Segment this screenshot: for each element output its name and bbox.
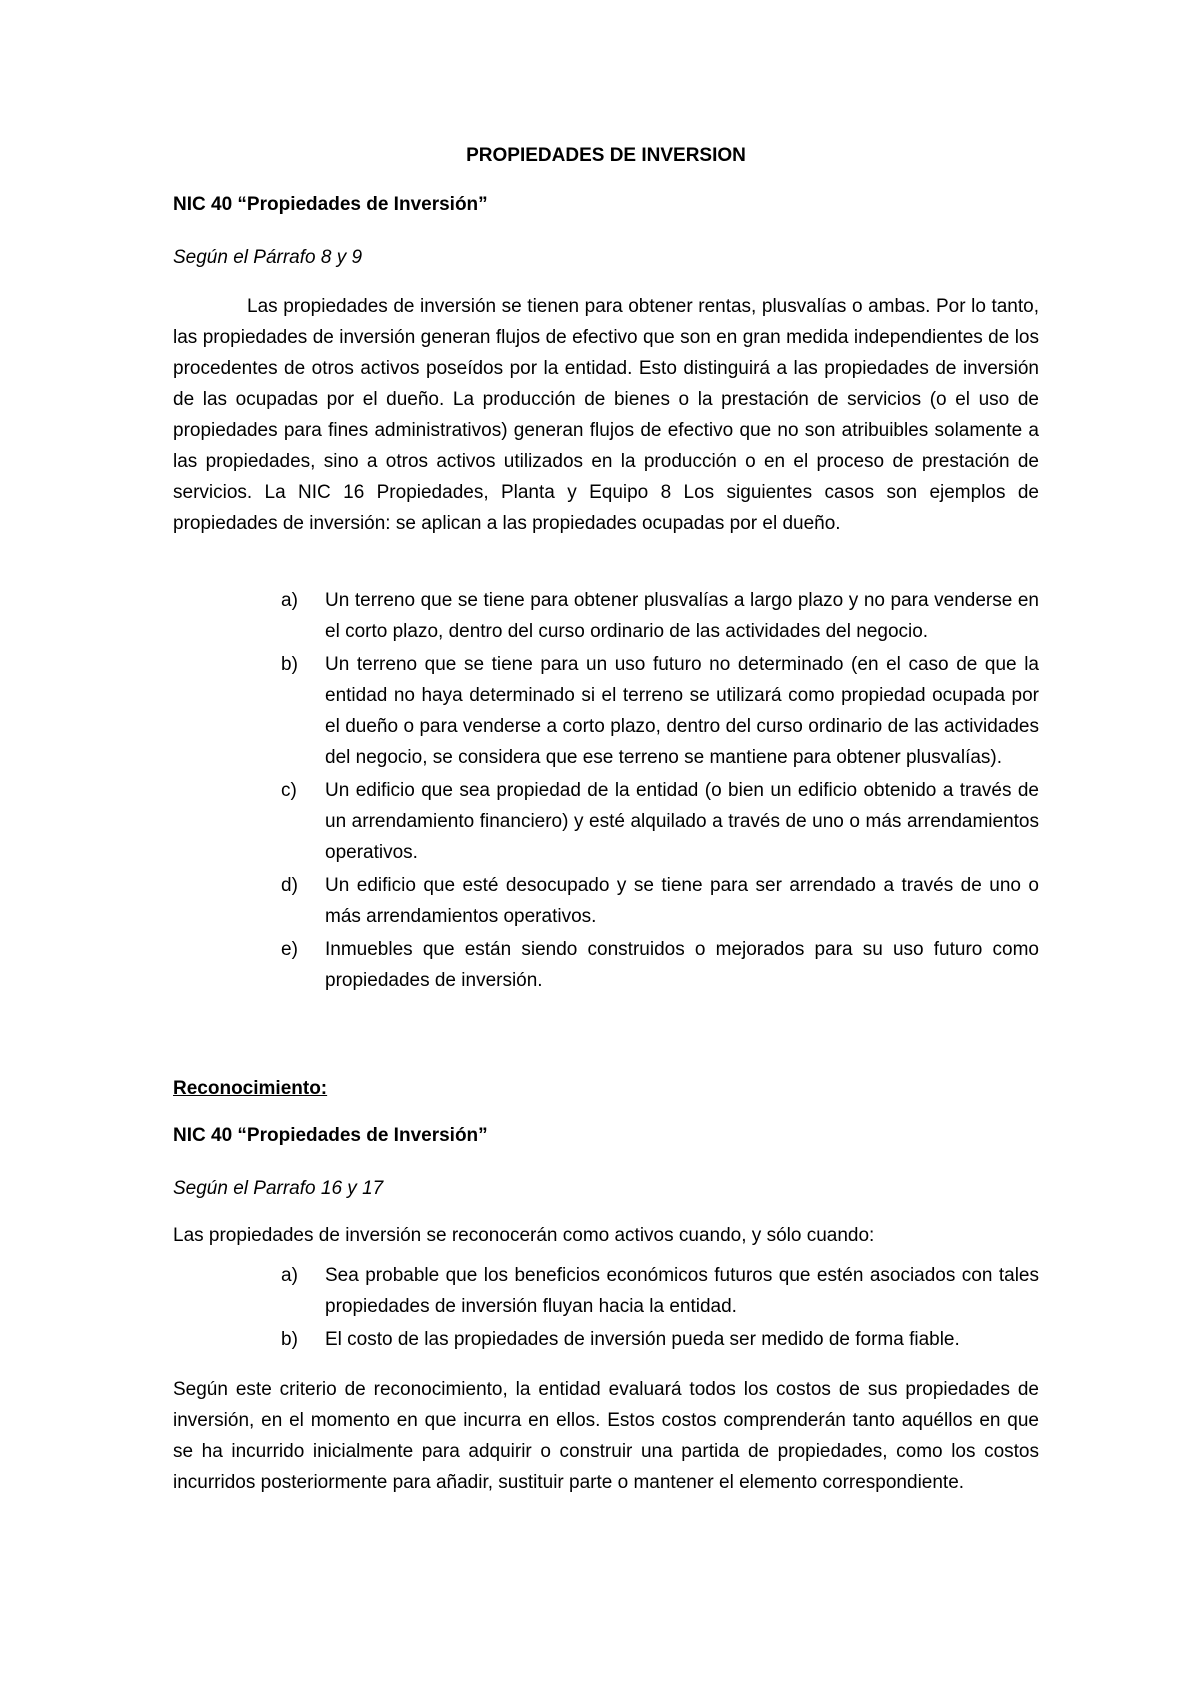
list-item-text: El costo de las propiedades de inversión pueda ser medido de forma fiable. <box>325 1329 960 1350</box>
section1-heading: NIC 40 “Propiedades de Inversión” <box>173 194 488 215</box>
list-item <box>281 1324 1039 1355</box>
list-item <box>281 585 1039 647</box>
list-item-text: Sea probable que los beneficios económicos futuros que estén asociados con tales propiedades de inversión fluyan hacia la entidad. <box>325 1265 1039 1317</box>
list-marker: b) <box>281 1329 298 1350</box>
section1-subheading: Según el Párrafo 8 y 9 <box>173 247 363 268</box>
list-item <box>281 775 1039 868</box>
list-item <box>281 870 1039 932</box>
section1-paragraph: Las propiedades de inversión se tienen para obtener rentas, plusvalías o ambas. Por lo tanto, las propiedades de inversión generan flujos de efectivo que son en gran medida independientes de los procedentes de otros activos poseídos por la entidad. Esto distinguirá a las propiedades de inversión de las ocupadas por el dueño. La producción de bienes o la prestación de servicios (o el uso de propiedades para fines administrativos) generan flujos de efectivo que no son atribuibles solamente a las propiedades, sino a otros activos utilizados en la producción o en el proceso de prestación de servicios. La NIC 16 Propiedades, Planta y Equipo 8 Los siguientes casos son ejemplos de propiedades de inversión: se aplican a las propiedades ocupadas por el dueño. <box>173 296 1039 534</box>
page-title: PROPIEDADES DE INVERSION <box>466 145 746 166</box>
list-item-text: Un edificio que esté desocupado y se tiene para ser arrendado a través de uno o más arrendamientos operativos. <box>325 875 1039 927</box>
section2-intro: Las propiedades de inversión se reconocerán como activos cuando, y sólo cuando: <box>173 1225 875 1246</box>
list-marker: a) <box>281 590 298 611</box>
section2-subheading: Según el Parrafo 16 y 17 <box>173 1178 384 1199</box>
list-item-text: Un terreno que se tiene para un uso futuro no determinado (en el caso de que la entidad no haya determinado si el terreno se utilizará como propiedad ocupada por el dueño o para venderse a corto plazo, dentro del curso ordinario de las actividades del negocio, se considera que ese terreno se mantiene para obtener plusvalías). <box>325 654 1039 768</box>
section2-list <box>281 1260 1039 1357</box>
section2-label: Reconocimiento: <box>173 1078 328 1099</box>
list-item <box>281 649 1039 773</box>
list-item <box>281 934 1039 996</box>
section2-paragraph: Según este criterio de reconocimiento, la entidad evaluará todos los costos de sus propiedades de inversión, en el momento en que incurra en ellos. Estos costos comprenderán tanto aquéllos en que se ha incurrido inicialmente para adquirir o construir una partida de propiedades, como los costos incurridos posteriormente para añadir, sustituir parte o mantener el elemento correspondiente. <box>173 1379 1039 1493</box>
list-item-text: Un edificio que sea propiedad de la entidad (o bien un edificio obtenido a través de un arrendamiento financiero) y esté alquilado a través de uno o más arrendamientos operativos. <box>325 780 1039 863</box>
list-marker: e) <box>281 939 298 960</box>
list-item <box>281 1260 1039 1322</box>
section1-list <box>281 585 1039 998</box>
list-item-text: Inmuebles que están siendo construidos o mejorados para su uso futuro como propiedades de inversión. <box>325 939 1039 991</box>
list-marker: a) <box>281 1265 298 1286</box>
list-marker: d) <box>281 875 298 896</box>
list-marker: c) <box>281 780 297 801</box>
list-item-text: Un terreno que se tiene para obtener plusvalías a largo plazo y no para venderse en el corto plazo, dentro del curso ordinario de las actividades del negocio. <box>325 590 1039 642</box>
section2-heading: NIC 40 “Propiedades de Inversión” <box>173 1125 488 1146</box>
list-marker: b) <box>281 654 298 675</box>
